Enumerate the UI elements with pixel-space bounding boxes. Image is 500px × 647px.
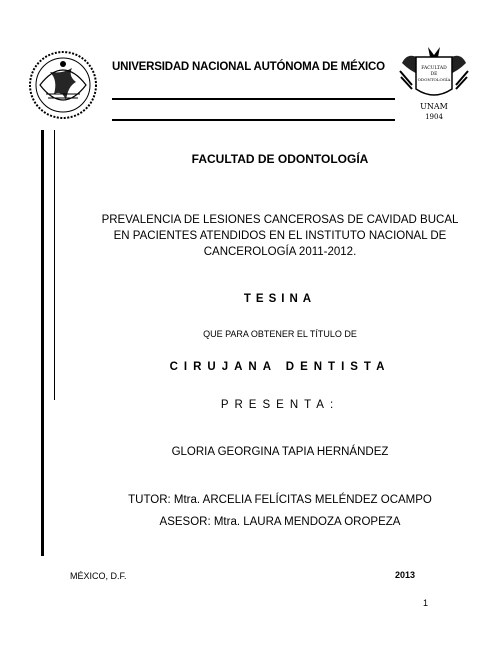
advisor-line: ASESOR: Mtra. LAURA MENDOZA OROPEZA (159, 516, 401, 528)
university-name: UNIVERSIDAD NACIONAL AUTÓNOMA DE MÉXICO (112, 61, 385, 73)
tutor-line: TUTOR: Mtra. ARCELIA FELÍCITAS MELÉNDEZ OCAMPO (128, 494, 432, 506)
header-rule-bottom (112, 119, 395, 121)
seal-text-odontologia: ODONTOLOGÍA (417, 77, 451, 82)
author-name: GLORIA GEORGINA TAPIA HERNÁNDEZ (171, 446, 389, 458)
header-rule-top (112, 98, 395, 100)
thesis-title-line-2: EN PACIENTES ATENDIDOS EN EL INSTITUTO NACIONAL DE (113, 230, 447, 242)
seal-text-facultad: FACULTAD (421, 66, 447, 71)
seal-text-year: 1904 (425, 113, 443, 121)
document-type: TESINA (243, 293, 317, 305)
facultad-odontologia-seal-logo (398, 45, 470, 123)
thesis-title (60, 212, 500, 260)
page-number: 1 (423, 598, 429, 608)
degree-name: CIRUJANA DENTISTA (169, 361, 391, 373)
place-label: MÉXICO, D.F. (70, 571, 127, 581)
margin-rule-thick (41, 130, 44, 556)
seal-text-de: DE (430, 72, 438, 77)
year-label: 2013 (395, 570, 416, 580)
margin-rule-thin (54, 130, 55, 400)
seal-text-unam: UNAM (420, 102, 448, 111)
thesis-title-line-3: CANCEROLOGÍA 2011-2012. (203, 246, 357, 258)
thesis-title-line-1: PREVALENCIA DE LESIONES CANCEROSAS DE CAVIDAD BUCAL (101, 214, 459, 226)
faculty-name: FACULTAD DE ODONTOLOGÍA (191, 152, 369, 166)
obtain-degree-text: QUE PARA OBTENER EL TÍTULO DE (203, 329, 357, 339)
unam-seal-logo (28, 50, 98, 120)
presents-label: PRESENTA: (220, 399, 340, 411)
